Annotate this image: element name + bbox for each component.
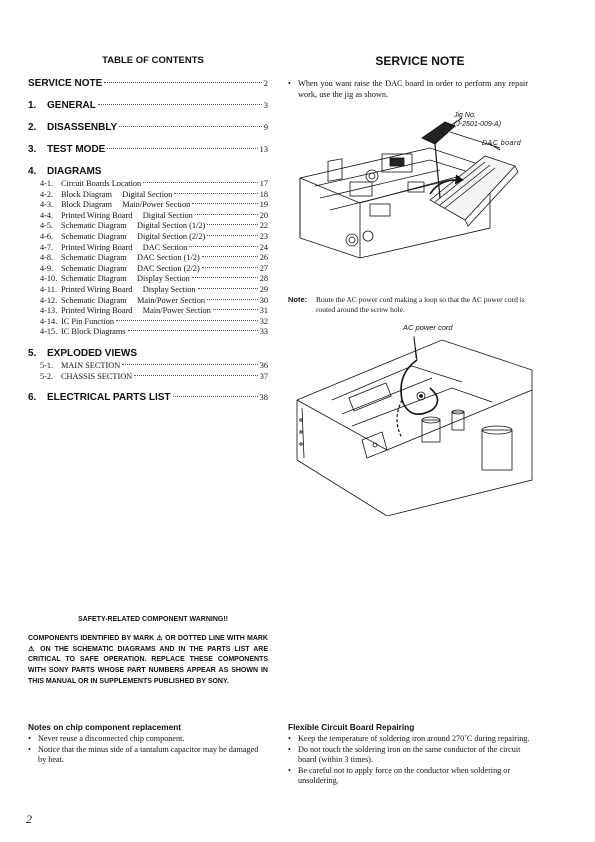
flex-note-text: Do not touch the soldering iron on the same conductor of the circuit board (within 3 times). [298,744,521,765]
toc-subsection-title: IC Pin Function [61,316,115,326]
toc-page-number: 3 [263,100,268,110]
flex-notes-title: Flexible Circuit Board Repairing [288,722,415,732]
toc-subsection-number: 4-13. [40,306,58,316]
note-label: Note: [288,295,308,304]
toc-subsection-number: 4-14. [40,316,58,326]
list-item: • Never reuse a disconnected chip component. [28,734,185,743]
toc-subsection-title: Schematic Diagram Main/Power Section [61,295,206,305]
toc-page-number: 36 [259,360,268,370]
toc-section-number: 2. [28,122,37,133]
toc-page-number: 22 [259,221,268,231]
service-note-body [288,78,528,100]
flex-note-text: Be careful not to apply force on the conductor when soldering or unsoldering. [298,765,511,786]
toc-subsection-number: 5-2. [40,371,54,381]
toc-subsection-title: IC Block Diagrams [61,327,126,337]
toc-page-number: 23 [259,231,268,241]
dac-board-jig-figure [290,108,530,283]
toc-page-number: 38 [259,392,268,403]
toc-subsection-number: 4-11. [40,284,57,294]
toc-subsection-title: Printed Wiring Board Main/Power Section [61,306,211,316]
jig-number-label: Jig No. [454,112,476,119]
toc-page-number: 32 [259,316,268,326]
note-block [288,295,528,315]
service-note-title: SERVICE NOTE [375,54,465,68]
toc-subsection-title: Printed Wiring Board Display Section [61,284,196,294]
toc-leader [195,214,258,215]
toc-section-row[interactable] [28,348,268,359]
toc-section-row[interactable] [28,78,268,89]
toc-leader [173,396,258,397]
jig-label [454,111,501,129]
chip-notes-title: Notes on chip component replacement [28,722,182,732]
flex-note-text: Keep the temperature of soldering iron around 270˚C during repairing. [298,734,530,743]
ac-power-cord-label: AC power cord [403,323,453,332]
toc-subsection-row[interactable] [40,190,268,201]
toc-subsection-title: Printed Wiring Board DAC Section [61,242,188,252]
toc-section-title: SERVICE NOTE [28,78,103,89]
toc-subsection-row[interactable] [40,372,268,383]
list-item: • Notice that the minus side of a tantalum capacitor may be damaged by heat. [28,744,259,765]
toc-subsection-row[interactable] [40,296,268,307]
toc-subsection-row[interactable] [40,211,268,222]
toc-section-row[interactable] [28,166,268,177]
toc-section-number: 4. [28,166,37,177]
toc-subsection-title: Schematic Diagram Digital Section (1/2) [61,221,206,231]
toc-subsection-title: Block Diagram Main/Power Section [61,200,191,210]
toc-subsection-row[interactable] [40,221,268,232]
dac-board-label: DAC board [482,140,522,147]
toc-subsection-number: 4-15. [40,327,58,337]
toc-subsection-number: 4-10. [40,274,58,284]
toc-leader [122,364,257,365]
toc-section-row[interactable] [28,392,268,403]
toc-leader [98,104,262,105]
toc-page-number: 19 [259,200,268,210]
toc-subsection-row[interactable] [40,232,268,243]
toc-section-number: 6. [28,392,37,404]
list-item: • Do not touch the soldering iron on the same conductor of the circuit board (within 3 times). [288,744,521,765]
toc-section [28,144,268,155]
toc-subsection-row[interactable] [40,274,268,285]
table-of-contents [28,78,268,403]
safety-warning-title: SAFETY-RELATED COMPONENT WARNING!! [78,616,228,623]
toc-subsection-title: Schematic Diagram DAC Section (2/2) [61,263,200,273]
toc-section-number: 5. [28,347,37,359]
toc-page-number: 26 [259,253,268,263]
toc-section-title: DISASSENBLY [47,122,118,133]
chip-note-text: Notice that the minus side of a tantalum capacitor may be damaged by heat. [38,744,259,765]
toc-leader [134,375,257,376]
toc-section-row[interactable] [28,100,268,111]
toc-title: TABLE OF CONTENTS [102,55,204,66]
toc-subsection-row[interactable] [40,243,268,254]
toc-leader [143,182,258,183]
toc-subsection-title: Printed Wiring Board Digital Section [61,210,193,220]
note-text: Route the AC power cord making a loop so that the AC power cord is routed around the screw hole. [316,295,525,314]
toc-page-number: 2 [263,78,268,88]
toc-page-number: 9 [263,122,268,132]
toc-leader [207,235,257,236]
toc-leader [192,277,258,278]
toc-subsection-number: 4-1. [40,179,54,188]
safety-warning-body: COMPONENTS IDENTIFIED BY MARK ⚠ OR DOTTED LINE WITH MARK ⚠ ON THE SCHEMATIC DIAGRAMS AND IN THE PARTS LIST ARE CRITICAL TO SAFE OPERATION. REPLACE THESE COMPONENTS WITH SONY PARTS WHOSE PART NUMBERS APPEAR AS SHOWN IN THIS MANUAL OR IN SUPPLEMENTS PUBLISHED BY SONY. [28,635,268,685]
chip-note-text: Never reuse a disconnected chip component. [38,734,185,743]
toc-subsection-number: 4-6. [40,231,54,241]
toc-leader [202,256,258,257]
toc-section [28,122,268,133]
toc-section [28,392,268,403]
toc-subsection-row[interactable] [40,285,268,296]
toc-subsection-number: 4-2. [40,189,54,199]
toc-subsection-number: 4-4. [40,210,54,220]
jig-part-label: (J-2501-009-A) [454,121,502,128]
toc-subsection-row[interactable] [40,306,268,317]
chip-notes [28,722,268,766]
toc-section-title: TEST MODE [47,144,106,155]
list-item: • Be careful not to apply force on the conductor when soldering or unsoldering. [288,765,511,786]
toc-page-number: 20 [259,210,268,220]
service-note-bullet: When you want raise the DAC board in order to perform any repair work, use the jig as shown. [298,79,528,99]
flex-board-notes [288,722,530,787]
toc-subsection-number: 4-9. [40,263,54,273]
toc-page-number: 27 [259,263,268,273]
toc-subsection-row[interactable] [40,327,268,338]
toc-page-number: 17 [259,179,268,188]
toc-leader [202,267,258,268]
toc-subsection-row[interactable] [40,179,268,190]
toc-leader [189,246,257,247]
toc-section-number: 1. [28,100,37,111]
toc-subsection-number: 4-5. [40,221,54,231]
toc-subsection-number: 4-8. [40,253,54,263]
toc-leader [207,299,258,300]
toc-section [28,348,268,382]
toc-leader [207,224,257,225]
toc-section-title: EXPLODED VIEWS [47,347,138,359]
toc-leader [192,203,257,204]
toc-subsection-number: 4-12. [40,295,58,305]
toc-subsection-title: Schematic Diagram Display Section [61,274,190,284]
toc-page-number: 29 [259,284,268,294]
toc-leader [104,82,261,83]
toc-page-number: 37 [259,371,268,381]
toc-subsection-number: 5-1. [40,360,54,370]
toc-section-title: GENERAL [47,100,96,111]
list-item: • Keep the temperature of soldering iron around 270˚C during repairing. [288,734,530,743]
toc-subsection-row[interactable] [40,264,268,275]
toc-page-number: 24 [259,242,268,252]
toc-section-row[interactable] [28,122,268,133]
toc-section [28,78,268,89]
toc-section-title: ELECTRICAL PARTS LIST [47,392,171,404]
page-number: 2 [26,812,32,826]
toc-subsection-number: 4-7. [40,242,54,252]
toc-subsection-title: CHASSIS SECTION [61,371,133,381]
toc-leader [128,330,258,331]
toc-leader [213,309,258,310]
toc-section-row[interactable] [28,144,268,155]
toc-leader [119,126,262,127]
toc-leader [198,288,258,289]
toc-subsection-row[interactable] [40,200,268,211]
toc-leader [174,193,257,194]
toc-subsection-number: 4-3. [40,200,54,210]
toc-page-number: 33 [259,327,268,337]
toc-page-number: 13 [259,144,268,154]
toc-page-number: 30 [259,295,268,305]
toc-subsection-row[interactable] [40,317,268,328]
toc-section-title: DIAGRAMS [47,166,102,177]
toc-subsection-row[interactable] [40,361,268,372]
toc-subsection-title: MAIN SECTION [61,360,121,370]
toc-page-number: 28 [259,274,268,284]
toc-subsection-title: Circuit Boards Location [61,179,142,188]
toc-subsection-title: Block Diagram Digital Section [61,189,173,199]
toc-section-number: 3. [28,144,37,155]
list-item: • When you want raise the DAC board in order to perform any repair work, use the jig as shown. [288,79,528,99]
toc-page-number: 18 [259,189,268,199]
toc-subsection-title: Schematic Diagram Digital Section (2/2) [61,231,206,241]
toc-subsection-row[interactable] [40,253,268,264]
ac-power-cord-figure [292,330,536,516]
toc-section [28,100,268,111]
toc-subsection-title: Schematic Diagram DAC Section (1/2) [61,253,200,263]
toc-section [28,166,268,338]
toc-leader [107,148,257,149]
toc-leader [116,320,258,321]
toc-page-number: 31 [259,306,268,316]
